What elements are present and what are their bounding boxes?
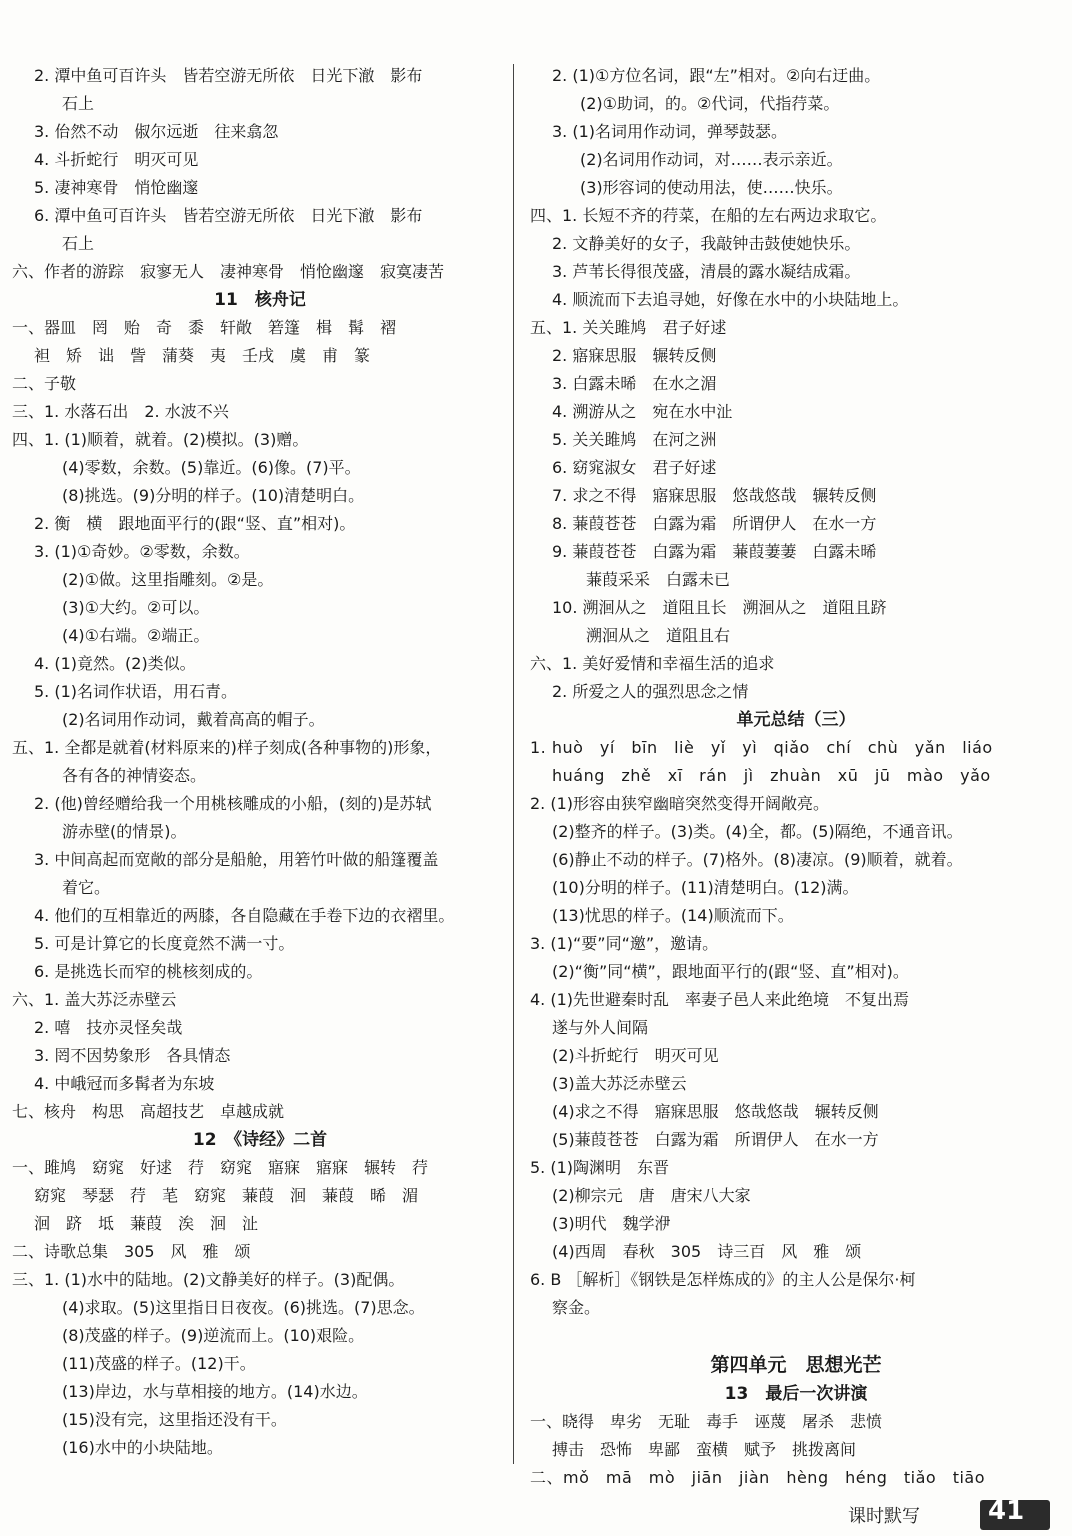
left-text-line: 石上 — [62, 234, 95, 253]
right-text-line: 5. 关关雎鸠 在河之洲 — [552, 430, 717, 449]
page-footer — [840, 1494, 1060, 1534]
right-text-line: 四、1. 长短不齐的荇菜，在船的左右两边求取它。 — [530, 206, 887, 225]
left-text-line: (4)求取。(5)这里指日日夜夜。(6)挑选。(7)思念。 — [62, 1298, 425, 1317]
left-text-line: 5. 可是计算它的长度竟然不满一寸。 — [34, 934, 295, 953]
left-text-line: 袒 矫 诎 訾 蒲葵 夷 壬戌 虞 甫 篆 — [34, 346, 371, 365]
left-text-line: 4. 斗折蛇行 明灭可见 — [34, 150, 199, 169]
right-text-line: (3)明代 魏学洢 — [552, 1214, 671, 1233]
left-text-line: 着它。 — [62, 878, 111, 897]
right-text-line: 5. (1)陶渊明 东晋 — [530, 1158, 670, 1177]
right-text-line: 搏击 恐怖 卑鄙 蛮横 赋予 挑拨离间 — [552, 1440, 857, 1459]
right-text-line: 一、晓得 卑劣 无耻 毒手 诬蔑 屠杀 悲愤 — [530, 1412, 883, 1431]
left-text-line: 6. 潭中鱼可百许头 皆若空游无所依 日光下澈 影布 — [34, 206, 423, 225]
left-text-line: 3. (1)①奇妙。②零数，余数。 — [34, 542, 250, 561]
right-text-line: 3. (1)名词用作动词，弹琴鼓瑟。 — [552, 122, 788, 141]
right-text-line: 3. 白露未晞 在水之湄 — [552, 374, 717, 393]
left-text-line: 4. (1)竟然。(2)类似。 — [34, 654, 196, 673]
left-text-line: (8)茂盛的样子。(9)逆流而上。(10)艰险。 — [62, 1326, 365, 1345]
right-text-line: (6)静止不动的样子。(7)格外。(8)凄凉。(9)顺着，就着。 — [552, 850, 963, 869]
left-text-line: 二、诗歌总集 305 风 雅 颂 — [12, 1242, 251, 1261]
right-text-line: (10)分明的样子。(11)清楚明白。(12)满。 — [552, 878, 859, 897]
left-text-line: 三、1. 水落石出 2. 水波不兴 — [12, 402, 229, 421]
right-text-line: 2. (1)①方位名词，跟“左”相对。②向右迂曲。 — [552, 66, 881, 85]
right-text-line: 蒹葭采采 白露未已 — [586, 570, 731, 589]
page-number: 41 — [988, 1496, 1025, 1526]
left-text-line: 窈窕 琴瑟 荇 芼 窈窕 蒹葭 洄 蒹葭 晞 湄 — [34, 1186, 419, 1205]
right-text-line: (2)①助词，的。②代词，代指荇菜。 — [580, 94, 840, 113]
left-text-line: 2. 衡 横 跟地面平行的(跟“竖、直”相对)。 — [34, 514, 356, 533]
left-text-line: 游赤壁(的情景)。 — [62, 822, 187, 841]
left-text-line: 2. 嘻 技亦灵怪矣哉 — [34, 1018, 183, 1037]
footer-label: 课时默写 — [848, 1506, 920, 1527]
column-divider — [513, 64, 514, 1464]
right-text-line: 3. (1)“要”同“邀”，邀请。 — [530, 934, 719, 953]
left-text-line: 5. 凄神寒骨 悄怆幽邃 — [34, 178, 199, 197]
left-text-line: 石上 — [62, 94, 95, 113]
left-text-line: 2. 潭中鱼可百许头 皆若空游无所依 日光下澈 影布 — [34, 66, 423, 85]
left-text-line: (8)挑选。(9)分明的样子。(10)清楚明白。 — [62, 486, 365, 505]
left-text-line: (13)岸边，水与草相接的地方。(14)水边。 — [62, 1382, 368, 1401]
right-text-line: (2)斗折蛇行 明灭可见 — [552, 1046, 719, 1065]
right-text-line — [530, 1322, 1062, 1350]
left-text-line: 五、1. 全都是就着(材料原来的)样子刻成(各种事物的)形象， — [12, 738, 442, 757]
left-text-line: (3)①大约。②可以。 — [62, 598, 210, 617]
right-text-line: 二、mǒ mā mò jiān jiàn hèng héng tiǎo tiāo — [530, 1468, 986, 1487]
right-section-title: 13 最后一次讲演 — [724, 1384, 868, 1404]
left-text-line: 六、作者的游踪 寂寥无人 凄神寒骨 悄怆幽邃 寂寞凄苦 — [12, 262, 445, 281]
right-text-line: (5)蒹葭苍苍 白露为霜 所谓伊人 在水一方 — [552, 1130, 879, 1149]
right-text-line: 4. 溯游从之 宛在水中沚 — [552, 402, 733, 421]
right-text-line: 3. 芦苇长得很茂盛，清晨的露水凝结成霜。 — [552, 262, 861, 281]
right-section-title: 第四单元 思想光芒 — [710, 1354, 882, 1376]
right-text-line: 6. 窈窕淑女 君子好逑 — [552, 458, 717, 477]
right-column — [530, 62, 1062, 1492]
right-text-line: 8. 蒹葭苍苍 白露为霜 所谓伊人 在水一方 — [552, 514, 877, 533]
right-text-line: (3)形容词的使动用法，使……快乐。 — [580, 178, 843, 197]
right-text-line: (2)整齐的样子。(3)类。(4)全，都。(5)隔绝，不通音讯。 — [552, 822, 963, 841]
left-text-line: 三、1. (1)水中的陆地。(2)文静美好的样子。(3)配偶。 — [12, 1270, 405, 1289]
left-text-line: 二、子敬 — [12, 374, 77, 393]
right-text-line: 察金。 — [552, 1298, 601, 1317]
left-text-line: 3. 佁然不动 俶尔远逝 往来翕忽 — [34, 122, 279, 141]
left-text-line: 六、1. 盖大苏泛赤壁云 — [12, 990, 177, 1009]
right-text-line: 2. 所爱之人的强烈思念之情 — [552, 682, 749, 701]
right-text-line: 溯洄从之 道阻且右 — [586, 626, 731, 645]
right-text-line: (3)盖大苏泛赤壁云 — [552, 1074, 687, 1093]
right-text-line: 2. 文静美好的女子，我敲钟击鼓使她快乐。 — [552, 234, 861, 253]
left-text-line: (4)零数，余数。(5)靠近。(6)像。(7)平。 — [62, 458, 361, 477]
right-text-line: 7. 求之不得 寤寐思服 悠哉悠哉 辗转反侧 — [552, 486, 877, 505]
left-text-line: 3. 中间高起而宽敞的部分是船舱，用箬竹叶做的船篷覆盖 — [34, 850, 439, 869]
left-section-title: 11 核舟记 — [214, 290, 306, 310]
left-text-line: (11)茂盛的样子。(12)干。 — [62, 1354, 256, 1373]
right-section-title: 单元总结（三） — [736, 710, 856, 730]
right-text-line: 遂与外人间隔 — [552, 1018, 649, 1037]
left-text-line: (2)①做。这里指雕刻。②是。 — [62, 570, 274, 589]
right-text-line: 1. huò yí bīn liè yǐ yì qiǎo chí chù yǎn liáo — [530, 738, 993, 757]
left-text-line: (2)名词用作动词，戴着高高的帽子。 — [62, 710, 325, 729]
left-text-line: 一、器皿 罔 贻 奇 黍 轩敞 箬篷 楫 髯 褶 — [12, 318, 397, 337]
left-text-line: 洄 跻 坻 蒹葭 涘 洄 沚 — [34, 1214, 259, 1233]
right-text-line: (4)西周 春秋 305 诗三百 风 雅 颂 — [552, 1242, 862, 1261]
right-text-line: huáng zhě xī rán jì zhuàn xū jū mào yǎo — [552, 766, 991, 785]
right-text-line: 2. 寤寐思服 辗转反侧 — [552, 346, 717, 365]
left-column — [12, 62, 508, 1462]
left-text-line: 2. (他)曾经赠给我一个用桃核雕成的小船，(刻的)是苏轼 — [34, 794, 432, 813]
left-text-line: (4)①右端。②端正。 — [62, 626, 210, 645]
left-text-line: 3. 罔不因势象形 各具情态 — [34, 1046, 231, 1065]
left-text-line: 各有各的神情姿态。 — [62, 766, 207, 785]
right-text-line: 2. (1)形容由狭窄幽暗突然变得开阔敞亮。 — [530, 794, 830, 813]
right-text-line: (2)“衡”同“横”，跟地面平行的(跟“竖、直”相对)。 — [552, 962, 909, 981]
left-text-line: 四、1. (1)顺着，就着。(2)模拟。(3)赠。 — [12, 430, 309, 449]
right-text-line: (4)求之不得 寤寐思服 悠哉悠哉 辗转反侧 — [552, 1102, 879, 1121]
right-text-line: 6. B ［解析］《钢铁是怎样炼成的》的主人公是保尔·柯 — [530, 1270, 916, 1289]
right-text-line: 9. 蒹葭苍苍 白露为霜 蒹葭萋萋 白露未晞 — [552, 542, 877, 561]
left-text-line: 6. 是挑选长而窄的桃核刻成的。 — [34, 962, 263, 981]
left-section-title: 12 《诗经》二首 — [192, 1130, 328, 1150]
right-text-line: 4. (1)先世避秦时乱 率妻子邑人来此绝境 不复出焉 — [530, 990, 910, 1009]
left-text-line: (15)没有完，这里指还没有干。 — [62, 1410, 287, 1429]
right-text-line: (2)柳宗元 唐 唐宋八大家 — [552, 1186, 751, 1205]
left-text-line: 一、雎鸠 窈窕 好逑 荇 窈窕 寤寐 寤寐 辗转 荇 — [12, 1158, 429, 1177]
right-text-line: 4. 顺流而下去追寻她，好像在水中的小块陆地上。 — [552, 290, 909, 309]
left-text-line: (16)水中的小块陆地。 — [62, 1438, 223, 1457]
right-text-line: (2)名词用作动词，对……表示亲近。 — [580, 150, 843, 169]
right-text-line: (13)忧思的样子。(14)顺流而下。 — [552, 906, 794, 925]
right-text-line: 六、1. 美好爱情和幸福生活的追求 — [530, 654, 775, 673]
right-text-line: 五、1. 关关雎鸠 君子好逑 — [530, 318, 727, 337]
left-text-line: 4. 中峨冠而多髯者为东坡 — [34, 1074, 215, 1093]
left-text-line: 4. 他们的互相靠近的两膝，各自隐藏在手卷下边的衣褶里。 — [34, 906, 455, 925]
left-text-line: 七、核舟 构思 高超技艺 卓越成就 — [12, 1102, 285, 1121]
right-text-line: 10. 溯洄从之 道阻且长 溯洄从之 道阻且跻 — [552, 598, 887, 617]
left-text-line: 5. (1)名词作状语，用石青。 — [34, 682, 238, 701]
